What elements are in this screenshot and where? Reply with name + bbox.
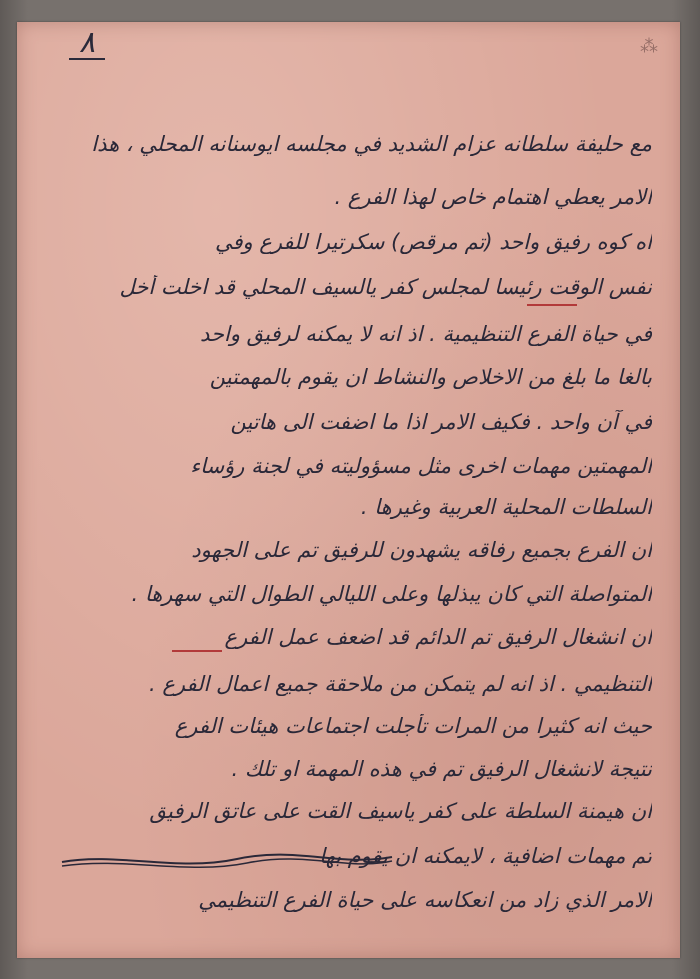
text-line: في حياة الفرع التنظيمية . اذ انه لا يمكنه لرفيق واحد bbox=[199, 322, 652, 346]
text-line: الامر الذي زاد من انعكاسه على حياة الفرع التنظيمي bbox=[198, 888, 652, 912]
strikethrough-scribble bbox=[57, 847, 397, 877]
text-line: المتواصلة التي كان يبذلها وعلى الليالي الطوال التي سهرها . bbox=[131, 582, 652, 606]
text-line: ان هيمنة السلطة على كفر ياسيف القت على عاتق الرفيق bbox=[149, 799, 652, 823]
text-line: السلطات المحلية العربية وغيرها . bbox=[360, 495, 652, 519]
text-line: نتيجة لانشغال الرفيق تم في هذه المهمة او تلك . bbox=[231, 757, 652, 781]
page-number: ٨ bbox=[69, 28, 105, 60]
text-line: ان انشغال الرفيق تم الدائم قد اضعف عمل الفرع bbox=[224, 625, 652, 649]
text-line: الامر يعطي اهتمام خاص لهذا الفرع . bbox=[334, 185, 652, 209]
text-line: اه كوه رفيق واحد (تم مرقص) سكرتيرا للفرع وفي bbox=[214, 230, 652, 254]
text-line: حيث انه كثيرا من المرات تأجلت اجتماعات هيئات الفرع bbox=[174, 714, 652, 738]
text-line: التنظيمي . اذ انه لم يتمكن من ملاحقة جميع اعمال الفرع . bbox=[149, 672, 652, 696]
text-line: المهمتين مهمات اخرى مثل مسؤوليته في لجنة رؤساء bbox=[190, 454, 652, 478]
text-line: في آن واحد . فكيف الامر اذا ما اضفت الى هاتين bbox=[230, 410, 652, 434]
handwritten-page bbox=[17, 22, 680, 958]
text-line: نفس الوقت رئيسا لمجلس كفر يالسيف المحلي قد اخلت أخل bbox=[119, 275, 652, 299]
text-line: مع حليفة سلطانه عزام الشديد في مجلسه ايوسنانه المحلي ، هذا bbox=[91, 132, 652, 156]
text-line: ان الفرع بجميع رفاقه يشهدون للرفيق تم على الجهود bbox=[191, 538, 652, 562]
red-underline-mark bbox=[527, 304, 577, 306]
handwritten-text-block bbox=[47, 22, 652, 958]
red-underline-mark bbox=[172, 650, 222, 652]
text-line: بالغا ما بلغ من الاخلاص والنشاط ان يقوم بالمهمتين bbox=[209, 365, 652, 389]
corner-ink-marks: ⁂ bbox=[640, 36, 658, 57]
text-line: تم مهمات اضافية ، لايمكنه ان يقوم بها bbox=[319, 844, 652, 868]
